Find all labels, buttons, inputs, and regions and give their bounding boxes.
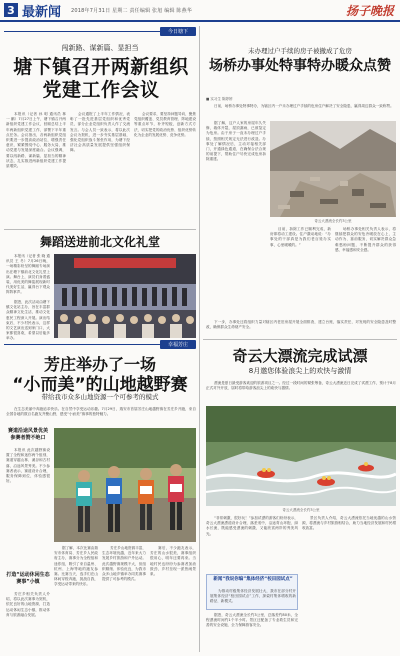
sidebar-body: 芳庄乡相关负责人介绍，将以此次赛事为契机，依托良好的山地资源，打造运动休闲生态小镇，推动体育与旅游融合发展。 — [6, 592, 50, 617]
byline: ■ 实习生 陈婷婷 — [206, 97, 233, 101]
section-title: 最新闻 — [22, 4, 62, 20]
article-body: 场桥办事处相关负责人表示，将继续把群众的安危冷暖放在心上，主动作为、靠前服务，切实解决群众急难愁盼问题，不断提升群众的获得感、幸福感和安全感。 — [335, 227, 396, 252]
sidebar-headline: 打造“运动休闲生态赛事”小镇 — [6, 572, 50, 585]
photo-caption: 奇云大漂流全长约3公里 — [282, 508, 320, 512]
article-kicker: 闯新路、谋新篇、显担当 — [61, 44, 139, 52]
page-number: 3 — [4, 3, 18, 17]
feature-kicker: 芳庄举办了一场 — [43, 355, 156, 374]
feature-headline: 奇云大漂流完成试漂 — [232, 347, 368, 365]
info-box-body: 为推动村级集体经济发展壮大，我市在部分村开展集体经济“校田园试点”工作，探索村集体增收的新路径、新模式。 — [210, 589, 296, 604]
dance-performance-photo — [54, 254, 196, 338]
feature-body: 据了解，本次比赛由瑞安市体育局、芳庄乡人民政府主办，赛事分为全程组和迷你组，吸引了来自温州、杭州、上海等地的跑友参赛。比赛当天，选手们在山林间穿梭奔跑，挑战自我，享受运动带来的快乐。 — [54, 546, 98, 587]
article-lead: 日前，场桥办事处特事特办，为辖区内一户未办理过户手续的危房住户解决了安全隐患，赢得周边群众一致称赞。 — [214, 104, 394, 108]
masthead-rule — [0, 20, 400, 22]
sidebar-headline: 赛道沿途风景优美参赛者赞不绝口 — [7, 428, 48, 441]
feature-headline: “小而美”的山地越野赛 — [12, 375, 188, 395]
feature-lead: 在生态美丽中奔跑追求快乐。在自然中享受运动乐趣。7月29日，瑞安市首届芳庄山地越野赛在芳庄乡开跑，来自全国各地的数百名跑友齐聚山野，感受“小而美”赛事的独特魅力。 — [6, 407, 196, 417]
race-runners-photo — [54, 428, 196, 542]
article-body: 本报讯（记者 孙 明 通讯员 林 一 鹏）7月27日上午，塘下镇召开两新组织党建工作会议，回顾总结上半年两新组织党建工作，部署下半年重点任务。会议指出，各两新组织党组织要进一步提高政治站位，增强责任意识，紧紧围绕中心、服务大局，推动党建与发展深度融合。会议强调，要以闯新路、谋新篇、显担当的精神状态，扎实推进两新组织党建工作提质增效。 — [6, 112, 66, 169]
section-tag: 今日塘下 — [160, 27, 196, 36]
info-box — [206, 574, 298, 610]
sub-article-body: 据悉，此次活动由塘下镇文化站主办，旨在丰富群众精神文化生活，推动文化惠民工程深入开展。演出结束后，不少村民表示，这样的文艺演出送到家门口，大家都很喜欢，希望以后能多举办。 — [6, 300, 50, 341]
info-box-title: 新闻“我说你编”集体经济“校田园试点” — [213, 577, 293, 582]
article-headline: 场桥办事处特事特办暖众点赞 — [209, 58, 391, 74]
sidebar-body: 本报讯 此次越野赛设置了全程和迷你两个组别，赛道穿越山林、溪谷和古村落，沿途风景秀美。不少参赛者表示，赛道设计合理，服务保障到位，体验感很好。 — [6, 448, 50, 484]
article-body: 目前，拆除工作已顺利完成，新房即将动工建设。住户激动地说：“办事处的干部真是为我们老百姓办实事，心里暖暖的。” — [270, 227, 331, 247]
photo-caption: 奇云大漂流全长约3公里 — [314, 219, 352, 223]
issue-meta: 2018年7月31日 星期二 责任编辑 张旭 编辑 陈燕华 — [71, 7, 193, 14]
article-headline: 塘下镇召开两新组织党建工作会议 — [13, 56, 189, 101]
sub-article-headline: 舞蹈送进前北文化礼堂 — [39, 235, 160, 249]
article-body: 会议通报了上半年工作情况，表彰了一批先进基层党组织和优秀党员，部分企业党组织负责人作了交流发言。与会人员一致表示，将以此次会议为契机，进一步夯实基层基础，强化党组织战斗堡垒作用，为塘下经济社会高质量发展提供坚强组织保障。 — [70, 112, 130, 153]
article-kicker: 未办理过户手续的房子被撤成了危房 — [248, 47, 352, 55]
article-body: 下一步，办事处还将组织力量对辖区内老旧房屋开展全面排查，建立台账，落实责任，对发现的安全隐患及时整改，确保群众生命财产安全。 — [206, 320, 396, 330]
divider — [4, 229, 196, 230]
article-body: 会议要求，要坚持问题导向，聚焦党组织覆盖、党员教育管理、阵地建设等重点环节，补齐短板，创新方式方法，切实把党的政治优势、组织优势转化为企业的发展优势、竞争优势。 — [134, 112, 196, 137]
demolished-house-photo — [270, 121, 396, 217]
rafting-photo — [206, 406, 396, 506]
masthead — [0, 0, 400, 20]
feature-subheadline: 8月邀您体验浪尖上的欢快与激情 — [248, 367, 352, 375]
section-tag: 幸福芳庄 — [160, 340, 196, 349]
feature-lead: 漂流是夏日最受游客欢迎的旅游项目之一。经过一段时间的紧张筹备，奇云大漂流近日完成了试漂工作，预计于8月正式对外开放，届时将带给游客浪尖上的欢快与激情。 — [206, 381, 396, 391]
article-body: 据了解，这户人家的房屋年久失修，墙体开裂，屋顶漏雨，已被鉴定为危房。由于房子一直未办理过户手续，按照相关规定无法进行改造。办事处了解情况后，主动对接相关部门，开通绿色通道，在确保合法合规的前提下，帮助住户尽快完成危房拆除重建。 — [206, 121, 266, 162]
feature-body: 芳庄乡山地资源丰富，生态环境优越，近年来大力发展乡村旅游和户外运动。此次越野赛规模不大，但组织精细、体验优良，为我市众多山地乡镇举办同类赛事提供了可参考的模式。 — [102, 546, 146, 582]
feature-body: 景区负责人介绍，奇云大漂流依托当地优越的山水资源，将漂流与乡村旅游相结合，助力当地经济发展和村民增收致富。 — [302, 516, 396, 531]
feature-body: 赛后，不少跑友表示，芳庄的山水很美，赛事组织很用心，明年还要再来。当地村民也纷纷为参赛者加油鼓劲，乡村呈现一派热闹景象。 — [150, 546, 196, 577]
paper-logo: 扬子晚报 — [345, 4, 394, 18]
feature-body: “非常刺激，很好玩！”参加试漂的游客们纷纷表示，奇云大漂流漂道设计合理，落差适中，沿途青山环抱、绿水长流，既能感受漂流的刺激，又能欣赏两岸的秀美风光。 — [206, 516, 298, 536]
feature-body: 据悉，奇云大漂流全长约3公里，总落差约80米，全程漂流时间约1个半小时。景区还配备了专业救生员和完善的安全设施，全力保障游客安全。 — [206, 613, 298, 628]
feature-subheadline: 带给我市众多山地资源一个可参考的模式 — [41, 393, 159, 401]
sub-article-body: 本报讯（记者 张 晓 通讯员 王 冬）7月26日晚，一场精彩纷呈的舞蹈专场演出在塘下镇前北文化礼堂上演。舞台上，演员们身着盛装，用优美的舞姿展现新时代美好生活，赢得台下观众阵阵掌声。 — [6, 254, 50, 295]
divider — [203, 339, 397, 340]
column-divider — [199, 26, 200, 652]
